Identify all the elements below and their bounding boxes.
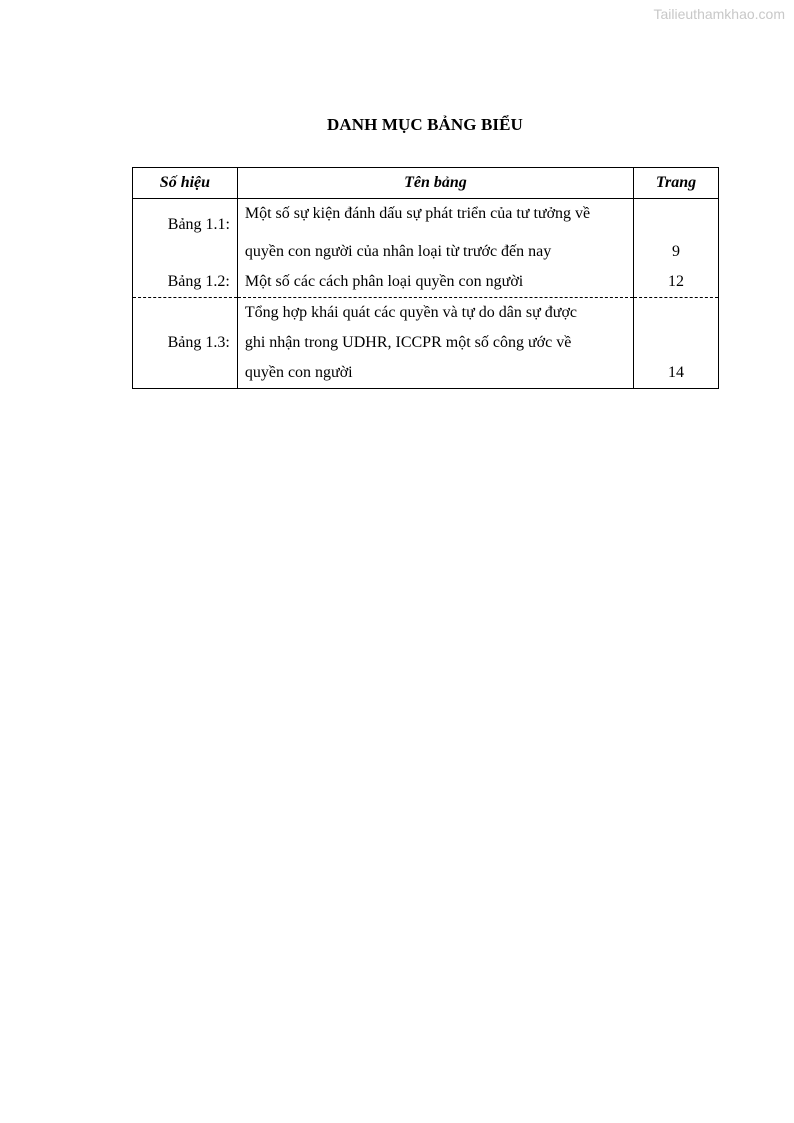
row-name	[237, 237, 633, 267]
table-row	[133, 298, 719, 329]
row-name-line: Một số các cách phân loại quyền con người	[244, 273, 524, 290]
table-header-row	[133, 168, 719, 199]
row-name-line: quyền con người của nhân loại từ trước đến nay	[244, 243, 552, 260]
row-number	[133, 298, 238, 329]
row-name	[237, 298, 633, 329]
row-name-line: quyền con người	[244, 364, 353, 381]
row-name	[237, 199, 633, 238]
row-page	[634, 328, 719, 358]
row-page: 9	[634, 237, 719, 267]
row-page: 12	[634, 267, 719, 298]
row-name-line: Tổng hợp khái quát các quyền và tự do dân sự được	[244, 304, 578, 321]
row-page: 14	[634, 358, 719, 389]
watermark: Tailieuthamkhao.com	[653, 6, 785, 22]
row-number: Bảng 1.2:	[133, 267, 238, 298]
table-row	[133, 267, 719, 298]
table-list	[132, 167, 719, 389]
page-title: DANH MỤC BẢNG BIỂU	[327, 115, 523, 134]
row-number	[133, 237, 238, 267]
row-page	[634, 298, 719, 329]
table-row-cont	[133, 237, 719, 267]
row-name-line: Một số sự kiện đánh dấu sự phát triển của tư tưởng về	[244, 205, 591, 222]
row-name	[237, 358, 633, 389]
row-number-1-1: Bảng 1.1:	[167, 216, 230, 233]
header-name: Tên bảng	[237, 168, 633, 199]
row-name	[237, 267, 633, 298]
row-name-line: ghi nhận trong UDHR, ICCPR một số công ước về	[244, 334, 572, 351]
row-number	[133, 358, 238, 389]
row-number: Bảng 1.3:	[133, 328, 238, 358]
table-row-cont	[133, 328, 719, 358]
header-page: Trang	[634, 168, 719, 199]
row-page	[634, 199, 719, 238]
header-number: Số hiệu	[133, 168, 238, 199]
table-row-cont	[133, 358, 719, 389]
row-name	[237, 328, 633, 358]
